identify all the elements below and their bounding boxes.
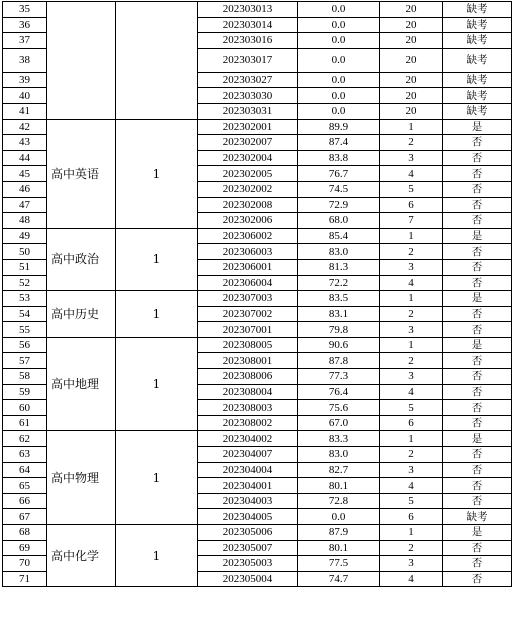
row-number-cell: 48: [3, 213, 47, 229]
candidate-id-cell: 202307003: [198, 291, 298, 307]
candidate-id-cell: 202307001: [198, 322, 298, 338]
row-number-cell: 39: [3, 72, 47, 88]
row-number-cell: 66: [3, 493, 47, 509]
subject-cell: 高中政治: [47, 228, 116, 290]
rank-cell: 20: [380, 2, 443, 18]
row-number-cell: 56: [3, 337, 47, 353]
rank-cell: 2: [380, 135, 443, 151]
candidate-id-cell: 202303013: [198, 2, 298, 18]
score-cell: 74.5: [298, 181, 380, 197]
score-cell: 72.9: [298, 197, 380, 213]
table-row: [3, 228, 512, 244]
status-cell: 否: [443, 556, 512, 572]
score-cell: 0.0: [298, 103, 380, 119]
status-cell: 是: [443, 291, 512, 307]
candidate-id-cell: 202303016: [198, 33, 298, 49]
rank-cell: 1: [380, 431, 443, 447]
status-cell: 否: [443, 400, 512, 416]
table-row: [3, 525, 512, 541]
candidate-id-cell: 202308002: [198, 415, 298, 431]
row-number-cell: 55: [3, 322, 47, 338]
candidate-id-cell: 202303017: [198, 48, 298, 72]
status-cell: 否: [443, 571, 512, 587]
row-number-cell: 63: [3, 447, 47, 463]
status-cell: 否: [443, 322, 512, 338]
candidate-id-cell: 202305004: [198, 571, 298, 587]
candidate-id-cell: 202303027: [198, 72, 298, 88]
plan-count-cell: 1: [116, 228, 198, 290]
row-number-cell: 41: [3, 103, 47, 119]
row-number-cell: 50: [3, 244, 47, 260]
rank-cell: 3: [380, 462, 443, 478]
rank-cell: 1: [380, 291, 443, 307]
table-row: [3, 2, 512, 18]
table-row: [3, 119, 512, 135]
row-number-cell: 65: [3, 478, 47, 494]
status-cell: 否: [443, 306, 512, 322]
status-cell: 否: [443, 275, 512, 291]
rank-cell: 2: [380, 306, 443, 322]
rank-cell: 3: [380, 556, 443, 572]
plan-count-cell: 1: [116, 119, 198, 228]
rank-cell: 5: [380, 493, 443, 509]
score-cell: 0.0: [298, 17, 380, 33]
row-number-cell: 59: [3, 384, 47, 400]
score-cell: 83.0: [298, 447, 380, 463]
table-row: [3, 431, 512, 447]
subject-cell: 高中英语: [47, 119, 116, 228]
row-number-cell: 43: [3, 135, 47, 151]
subject-cell: 高中物理: [47, 431, 116, 525]
score-cell: 87.8: [298, 353, 380, 369]
table-row: [3, 291, 512, 307]
status-cell: 否: [443, 259, 512, 275]
rank-cell: 6: [380, 197, 443, 213]
rank-cell: 20: [380, 103, 443, 119]
score-cell: 67.0: [298, 415, 380, 431]
rank-cell: 20: [380, 88, 443, 104]
row-number-cell: 57: [3, 353, 47, 369]
score-cell: 72.2: [298, 275, 380, 291]
status-cell: 否: [443, 384, 512, 400]
status-cell: 否: [443, 478, 512, 494]
row-number-cell: 71: [3, 571, 47, 587]
score-cell: 89.9: [298, 119, 380, 135]
candidate-id-cell: 202302004: [198, 150, 298, 166]
row-number-cell: 58: [3, 369, 47, 385]
candidate-id-cell: 202304005: [198, 509, 298, 525]
candidate-id-cell: 202302002: [198, 181, 298, 197]
score-cell: 76.7: [298, 166, 380, 182]
table-row: [3, 337, 512, 353]
score-cell: 85.4: [298, 228, 380, 244]
score-cell: 83.3: [298, 431, 380, 447]
rank-cell: 5: [380, 181, 443, 197]
score-cell: 0.0: [298, 509, 380, 525]
candidate-id-cell: 202306002: [198, 228, 298, 244]
status-cell: 否: [443, 462, 512, 478]
row-number-cell: 69: [3, 540, 47, 556]
status-cell: 否: [443, 244, 512, 260]
status-cell: 否: [443, 369, 512, 385]
rank-cell: 6: [380, 509, 443, 525]
status-cell: 缺考: [443, 33, 512, 49]
rank-cell: 2: [380, 540, 443, 556]
candidate-id-cell: 202304004: [198, 462, 298, 478]
candidate-id-cell: 202306001: [198, 259, 298, 275]
score-cell: 79.8: [298, 322, 380, 338]
score-cell: 77.5: [298, 556, 380, 572]
subject-cell: 高中化学: [47, 525, 116, 587]
candidate-id-cell: 202304001: [198, 478, 298, 494]
rank-cell: 4: [380, 571, 443, 587]
score-cell: 82.7: [298, 462, 380, 478]
rank-cell: 2: [380, 244, 443, 260]
row-number-cell: 42: [3, 119, 47, 135]
score-cell: 75.6: [298, 400, 380, 416]
status-cell: 否: [443, 447, 512, 463]
status-cell: 是: [443, 228, 512, 244]
score-cell: 0.0: [298, 33, 380, 49]
candidate-id-cell: 202305007: [198, 540, 298, 556]
status-cell: 否: [443, 181, 512, 197]
row-number-cell: 47: [3, 197, 47, 213]
subject-cell: 高中地理: [47, 337, 116, 431]
row-number-cell: 44: [3, 150, 47, 166]
score-cell: 74.7: [298, 571, 380, 587]
plan-count-cell: 1: [116, 525, 198, 587]
row-number-cell: 64: [3, 462, 47, 478]
rank-cell: 6: [380, 415, 443, 431]
status-cell: 缺考: [443, 88, 512, 104]
status-cell: 是: [443, 119, 512, 135]
candidate-id-cell: 202308001: [198, 353, 298, 369]
row-number-cell: 62: [3, 431, 47, 447]
rank-cell: 1: [380, 228, 443, 244]
rank-cell: 3: [380, 150, 443, 166]
row-number-cell: 52: [3, 275, 47, 291]
rank-cell: 4: [380, 166, 443, 182]
rank-cell: 20: [380, 72, 443, 88]
rank-cell: 7: [380, 213, 443, 229]
score-cell: 83.8: [298, 150, 380, 166]
candidate-id-cell: 202302007: [198, 135, 298, 151]
row-number-cell: 49: [3, 228, 47, 244]
row-number-cell: 54: [3, 306, 47, 322]
row-number-cell: 38: [3, 48, 47, 72]
rank-cell: 3: [380, 369, 443, 385]
rank-cell: 2: [380, 447, 443, 463]
plan-count-cell: 1: [116, 291, 198, 338]
status-cell: 否: [443, 135, 512, 151]
score-cell: 0.0: [298, 48, 380, 72]
candidate-id-cell: 202306003: [198, 244, 298, 260]
plan-count-cell: 1: [116, 431, 198, 525]
candidate-id-cell: 202304002: [198, 431, 298, 447]
row-number-cell: 60: [3, 400, 47, 416]
row-number-cell: 53: [3, 291, 47, 307]
rank-cell: 1: [380, 119, 443, 135]
candidate-id-cell: 202308004: [198, 384, 298, 400]
score-cell: 87.9: [298, 525, 380, 541]
row-number-cell: 37: [3, 33, 47, 49]
rank-cell: 20: [380, 17, 443, 33]
candidate-id-cell: 202304007: [198, 447, 298, 463]
score-cell: 76.4: [298, 384, 380, 400]
candidate-id-cell: 202305006: [198, 525, 298, 541]
row-number-cell: 70: [3, 556, 47, 572]
row-number-cell: 45: [3, 166, 47, 182]
status-cell: 否: [443, 353, 512, 369]
status-cell: 是: [443, 525, 512, 541]
candidate-id-cell: 202302006: [198, 213, 298, 229]
candidate-id-cell: 202308006: [198, 369, 298, 385]
status-cell: 否: [443, 415, 512, 431]
score-cell: 0.0: [298, 2, 380, 18]
score-cell: 68.0: [298, 213, 380, 229]
row-number-cell: 40: [3, 88, 47, 104]
candidate-id-cell: 202303030: [198, 88, 298, 104]
row-number-cell: 51: [3, 259, 47, 275]
candidate-id-cell: 202306004: [198, 275, 298, 291]
candidate-id-cell: 202303031: [198, 103, 298, 119]
subject-cell: [47, 2, 116, 120]
rank-cell: 2: [380, 353, 443, 369]
row-number-cell: 46: [3, 181, 47, 197]
score-cell: 80.1: [298, 478, 380, 494]
score-cell: 0.0: [298, 88, 380, 104]
row-number-cell: 61: [3, 415, 47, 431]
candidate-id-cell: 202302005: [198, 166, 298, 182]
candidate-id-cell: 202308003: [198, 400, 298, 416]
status-cell: 否: [443, 493, 512, 509]
score-cell: 83.5: [298, 291, 380, 307]
rank-cell: 1: [380, 337, 443, 353]
candidate-id-cell: 202304003: [198, 493, 298, 509]
status-cell: 否: [443, 213, 512, 229]
score-cell: 80.1: [298, 540, 380, 556]
score-cell: 77.3: [298, 369, 380, 385]
rank-cell: 4: [380, 478, 443, 494]
status-cell: 否: [443, 197, 512, 213]
status-cell: 缺考: [443, 48, 512, 72]
rank-cell: 3: [380, 259, 443, 275]
subject-cell: 高中历史: [47, 291, 116, 338]
rank-cell: 4: [380, 384, 443, 400]
candidate-id-cell: 202307002: [198, 306, 298, 322]
status-cell: 是: [443, 337, 512, 353]
rank-cell: 4: [380, 275, 443, 291]
score-cell: 90.6: [298, 337, 380, 353]
rank-cell: 20: [380, 48, 443, 72]
status-cell: 缺考: [443, 2, 512, 18]
score-cell: 0.0: [298, 72, 380, 88]
candidate-id-cell: 202308005: [198, 337, 298, 353]
score-cell: 81.3: [298, 259, 380, 275]
score-table: [2, 1, 512, 587]
status-cell: 否: [443, 540, 512, 556]
plan-count-cell: [116, 2, 198, 120]
candidate-id-cell: 202302001: [198, 119, 298, 135]
status-cell: 否: [443, 166, 512, 182]
candidate-id-cell: 202305003: [198, 556, 298, 572]
status-cell: 缺考: [443, 103, 512, 119]
score-cell: 83.0: [298, 244, 380, 260]
row-number-cell: 36: [3, 17, 47, 33]
status-cell: 缺考: [443, 509, 512, 525]
plan-count-cell: 1: [116, 337, 198, 431]
candidate-id-cell: 202303014: [198, 17, 298, 33]
rank-cell: 5: [380, 400, 443, 416]
rank-cell: 1: [380, 525, 443, 541]
row-number-cell: 68: [3, 525, 47, 541]
status-cell: 缺考: [443, 72, 512, 88]
status-cell: 是: [443, 431, 512, 447]
status-cell: 否: [443, 150, 512, 166]
score-cell: 83.1: [298, 306, 380, 322]
score-cell: 87.4: [298, 135, 380, 151]
status-cell: 缺考: [443, 17, 512, 33]
row-number-cell: 35: [3, 2, 47, 18]
rank-cell: 20: [380, 33, 443, 49]
row-number-cell: 67: [3, 509, 47, 525]
score-cell: 72.8: [298, 493, 380, 509]
rank-cell: 3: [380, 322, 443, 338]
candidate-id-cell: 202302008: [198, 197, 298, 213]
